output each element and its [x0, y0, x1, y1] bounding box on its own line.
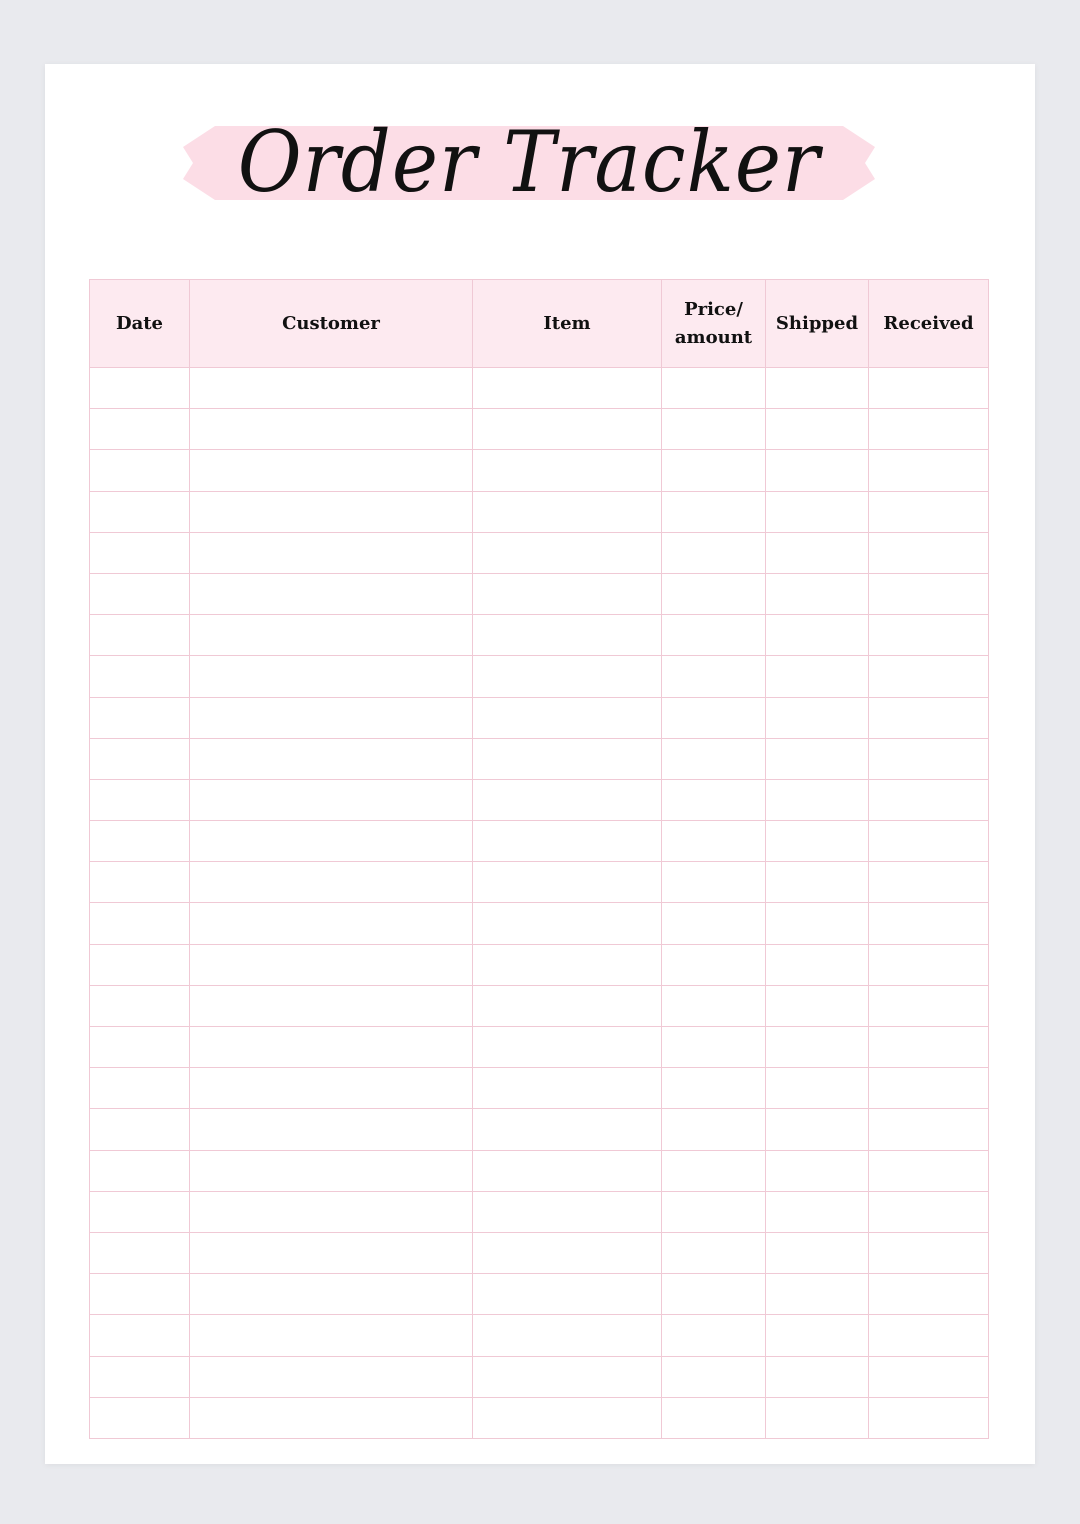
cell-customer[interactable]	[190, 1191, 473, 1232]
cell-price-amount[interactable]	[662, 985, 766, 1026]
cell-received[interactable]	[869, 573, 989, 614]
cell-customer[interactable]	[190, 1068, 473, 1109]
cell-received[interactable]	[869, 985, 989, 1026]
cell-item[interactable]	[473, 1150, 662, 1191]
cell-date[interactable]	[90, 697, 190, 738]
table-row	[90, 862, 989, 903]
cell-date[interactable]	[90, 1109, 190, 1150]
cell-price-amount[interactable]	[662, 779, 766, 820]
cell-date[interactable]	[90, 1315, 190, 1356]
cell-received[interactable]	[869, 1191, 989, 1232]
cell-customer[interactable]	[190, 1232, 473, 1273]
cell-date[interactable]	[90, 944, 190, 985]
cell-date[interactable]	[90, 615, 190, 656]
cell-price-amount[interactable]	[662, 1315, 766, 1356]
table-row	[90, 1150, 989, 1191]
cell-customer[interactable]	[190, 862, 473, 903]
cell-date[interactable]	[90, 1397, 190, 1438]
cell-price-amount[interactable]	[662, 368, 766, 409]
cell-date[interactable]	[90, 368, 190, 409]
table-row	[90, 491, 989, 532]
cell-item[interactable]	[473, 1109, 662, 1150]
table-row	[90, 409, 989, 450]
cell-date[interactable]	[90, 738, 190, 779]
cell-price-amount[interactable]	[662, 862, 766, 903]
cell-date[interactable]	[90, 409, 190, 450]
cell-date[interactable]	[90, 1027, 190, 1068]
order-tracker-table	[89, 279, 989, 1439]
cell-item[interactable]	[473, 532, 662, 573]
cell-shipped[interactable]	[766, 944, 869, 985]
cell-received[interactable]	[869, 738, 989, 779]
cell-date[interactable]	[90, 656, 190, 697]
table-row	[90, 1027, 989, 1068]
cell-date[interactable]	[90, 903, 190, 944]
cell-price-amount[interactable]	[662, 573, 766, 614]
cell-item[interactable]	[473, 491, 662, 532]
cell-customer[interactable]	[190, 1150, 473, 1191]
cell-price-amount[interactable]	[662, 1274, 766, 1315]
cell-item[interactable]	[473, 697, 662, 738]
cell-customer[interactable]	[190, 697, 473, 738]
cell-received[interactable]	[869, 697, 989, 738]
cell-customer[interactable]	[190, 532, 473, 573]
cell-price-amount[interactable]	[662, 1191, 766, 1232]
table-row	[90, 368, 989, 409]
cell-price-amount[interactable]	[662, 1109, 766, 1150]
cell-customer[interactable]	[190, 1356, 473, 1397]
table-row	[90, 779, 989, 820]
cell-shipped[interactable]	[766, 615, 869, 656]
cell-date[interactable]	[90, 491, 190, 532]
cell-shipped[interactable]	[766, 1191, 869, 1232]
cell-customer[interactable]	[190, 491, 473, 532]
cell-customer[interactable]	[190, 573, 473, 614]
cell-date[interactable]	[90, 573, 190, 614]
cell-price-amount[interactable]	[662, 1027, 766, 1068]
cell-customer[interactable]	[190, 409, 473, 450]
cell-shipped[interactable]	[766, 697, 869, 738]
table-row	[90, 821, 989, 862]
cell-received[interactable]	[869, 368, 989, 409]
cell-shipped[interactable]	[766, 1274, 869, 1315]
cell-shipped[interactable]	[766, 1068, 869, 1109]
table-row	[90, 656, 989, 697]
cell-item[interactable]	[473, 656, 662, 697]
table-row	[90, 1397, 989, 1438]
cell-date[interactable]	[90, 450, 190, 491]
cell-received[interactable]	[869, 1274, 989, 1315]
column-header-price-amount	[662, 280, 766, 368]
cell-shipped[interactable]	[766, 1109, 869, 1150]
cell-item[interactable]	[473, 779, 662, 820]
cell-shipped[interactable]	[766, 1027, 869, 1068]
cell-price-amount[interactable]	[662, 615, 766, 656]
cell-customer[interactable]	[190, 450, 473, 491]
cell-shipped[interactable]	[766, 532, 869, 573]
table-row	[90, 573, 989, 614]
cell-item[interactable]	[473, 450, 662, 491]
table-row	[90, 903, 989, 944]
cell-received[interactable]	[869, 862, 989, 903]
cell-shipped[interactable]	[766, 821, 869, 862]
cell-item[interactable]	[473, 944, 662, 985]
cell-customer[interactable]	[190, 1027, 473, 1068]
cell-customer[interactable]	[190, 944, 473, 985]
cell-item[interactable]	[473, 985, 662, 1026]
cell-received[interactable]	[869, 1150, 989, 1191]
cell-received[interactable]	[869, 1027, 989, 1068]
cell-price-amount[interactable]	[662, 656, 766, 697]
cell-price-amount[interactable]	[662, 821, 766, 862]
cell-item[interactable]	[473, 1068, 662, 1109]
cell-item[interactable]	[473, 573, 662, 614]
cell-date[interactable]	[90, 779, 190, 820]
cell-customer[interactable]	[190, 779, 473, 820]
cell-item[interactable]	[473, 1027, 662, 1068]
cell-price-amount[interactable]	[662, 450, 766, 491]
cell-shipped[interactable]	[766, 903, 869, 944]
table-row	[90, 1356, 989, 1397]
cell-price-amount[interactable]	[662, 738, 766, 779]
cell-item[interactable]	[473, 862, 662, 903]
cell-item[interactable]	[473, 1356, 662, 1397]
cell-shipped[interactable]	[766, 450, 869, 491]
column-header-received: Received	[869, 280, 989, 368]
cell-price-amount[interactable]	[662, 491, 766, 532]
cell-customer[interactable]	[190, 1397, 473, 1438]
cell-date[interactable]	[90, 1356, 190, 1397]
cell-item[interactable]	[473, 1274, 662, 1315]
cell-customer[interactable]	[190, 821, 473, 862]
cell-received[interactable]	[869, 1397, 989, 1438]
table-body	[90, 368, 989, 1439]
cell-received[interactable]	[869, 821, 989, 862]
table-row	[90, 1191, 989, 1232]
cell-received[interactable]	[869, 532, 989, 573]
cell-date[interactable]	[90, 1068, 190, 1109]
cell-received[interactable]	[869, 779, 989, 820]
column-header-price-amount-label: Price/ amount	[674, 298, 753, 348]
cell-received[interactable]	[869, 450, 989, 491]
cell-shipped[interactable]	[766, 1315, 869, 1356]
cell-date[interactable]	[90, 985, 190, 1026]
page-title: Order Tracker	[237, 114, 821, 212]
cell-price-amount[interactable]	[662, 944, 766, 985]
cell-item[interactable]	[473, 821, 662, 862]
cell-received[interactable]	[869, 1232, 989, 1273]
cell-received[interactable]	[869, 1068, 989, 1109]
cell-received[interactable]	[869, 491, 989, 532]
cell-item[interactable]	[473, 903, 662, 944]
table-row	[90, 1315, 989, 1356]
cell-received[interactable]	[869, 409, 989, 450]
table-row	[90, 450, 989, 491]
cell-received[interactable]	[869, 1109, 989, 1150]
table-row	[90, 615, 989, 656]
cell-customer[interactable]	[190, 368, 473, 409]
cell-shipped[interactable]	[766, 779, 869, 820]
cell-customer[interactable]	[190, 903, 473, 944]
table-row	[90, 1068, 989, 1109]
table-row	[90, 1274, 989, 1315]
cell-shipped[interactable]	[766, 368, 869, 409]
column-header-item: Item	[473, 280, 662, 368]
cell-shipped[interactable]	[766, 1150, 869, 1191]
cell-item[interactable]	[473, 1232, 662, 1273]
column-header-customer: Customer	[190, 280, 473, 368]
cell-received[interactable]	[869, 944, 989, 985]
table-row	[90, 944, 989, 985]
cell-received[interactable]	[869, 1356, 989, 1397]
cell-customer[interactable]	[190, 985, 473, 1026]
cell-shipped[interactable]	[766, 491, 869, 532]
table-row	[90, 697, 989, 738]
column-header-date: Date	[90, 280, 190, 368]
cell-price-amount[interactable]	[662, 1356, 766, 1397]
cell-price-amount[interactable]	[662, 697, 766, 738]
cell-price-amount[interactable]	[662, 1068, 766, 1109]
column-header-shipped: Shipped	[766, 280, 869, 368]
cell-customer[interactable]	[190, 656, 473, 697]
cell-price-amount[interactable]	[662, 1150, 766, 1191]
table-row	[90, 532, 989, 573]
cell-shipped[interactable]	[766, 862, 869, 903]
cell-shipped[interactable]	[766, 1356, 869, 1397]
cell-item[interactable]	[473, 368, 662, 409]
cell-shipped[interactable]	[766, 573, 869, 614]
cell-date[interactable]	[90, 862, 190, 903]
cell-received[interactable]	[869, 615, 989, 656]
cell-item[interactable]	[473, 615, 662, 656]
cell-price-amount[interactable]	[662, 1232, 766, 1273]
cell-price-amount[interactable]	[662, 409, 766, 450]
cell-price-amount[interactable]	[662, 532, 766, 573]
cell-date[interactable]	[90, 1232, 190, 1273]
cell-customer[interactable]	[190, 1109, 473, 1150]
cell-item[interactable]	[473, 1191, 662, 1232]
cell-shipped[interactable]	[766, 1232, 869, 1273]
cell-date[interactable]	[90, 532, 190, 573]
cell-price-amount[interactable]	[662, 1397, 766, 1438]
cell-shipped[interactable]	[766, 1397, 869, 1438]
cell-shipped[interactable]	[766, 656, 869, 697]
table-row	[90, 738, 989, 779]
cell-date[interactable]	[90, 1150, 190, 1191]
cell-shipped[interactable]	[766, 985, 869, 1026]
cell-received[interactable]	[869, 656, 989, 697]
cell-customer[interactable]	[190, 1315, 473, 1356]
cell-date[interactable]	[90, 1274, 190, 1315]
cell-item[interactable]	[473, 1397, 662, 1438]
cell-item[interactable]	[473, 738, 662, 779]
table-row	[90, 1232, 989, 1273]
table-row	[90, 985, 989, 1026]
cell-item[interactable]	[473, 409, 662, 450]
cell-date[interactable]	[90, 821, 190, 862]
cell-date[interactable]	[90, 1191, 190, 1232]
cell-price-amount[interactable]	[662, 903, 766, 944]
cell-customer[interactable]	[190, 738, 473, 779]
cell-customer[interactable]	[190, 615, 473, 656]
header-row	[90, 280, 989, 368]
cell-shipped[interactable]	[766, 409, 869, 450]
cell-shipped[interactable]	[766, 738, 869, 779]
cell-item[interactable]	[473, 1315, 662, 1356]
cell-received[interactable]	[869, 903, 989, 944]
table-row	[90, 1109, 989, 1150]
cell-received[interactable]	[869, 1315, 989, 1356]
cell-customer[interactable]	[190, 1274, 473, 1315]
